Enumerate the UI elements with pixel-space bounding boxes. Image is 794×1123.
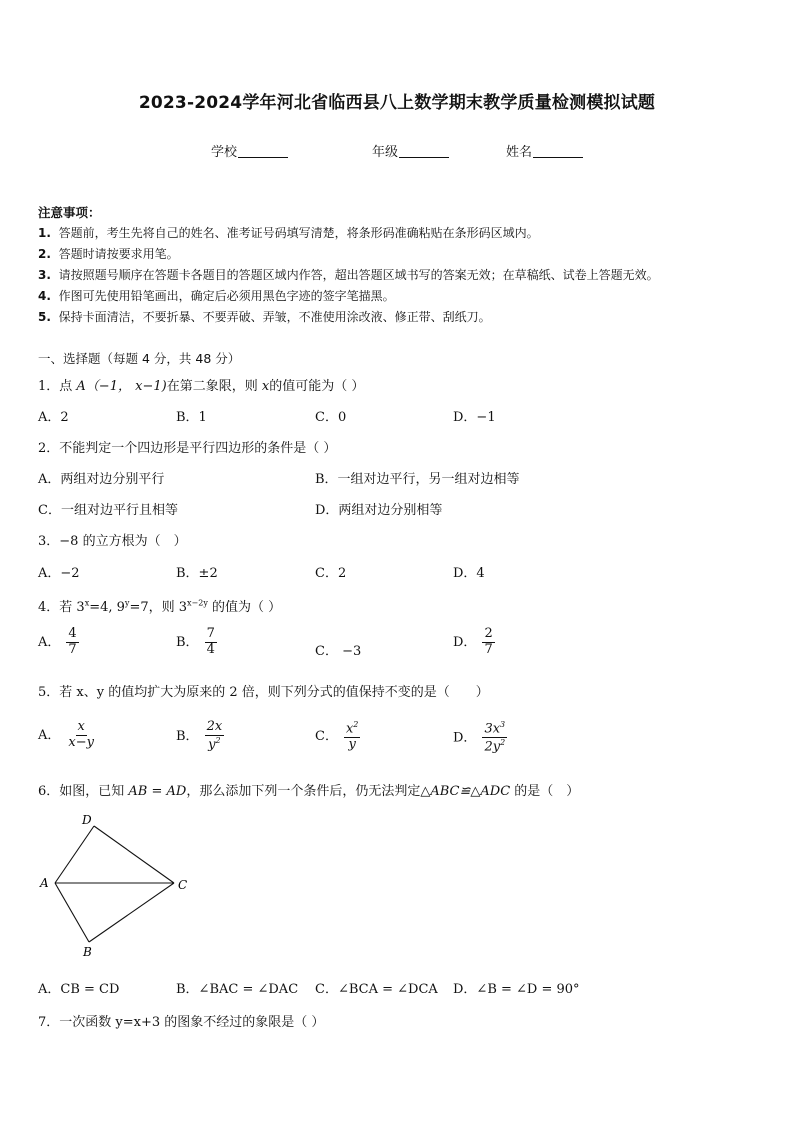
q4-text: =7，则 3 bbox=[129, 600, 188, 615]
q1-option-d[interactable]: D．−1 bbox=[453, 410, 496, 425]
option-label: C． bbox=[315, 729, 338, 745]
q6-text: 6．如图，已知 bbox=[38, 784, 125, 799]
name-blank[interactable] bbox=[533, 144, 583, 158]
notes-heading: 注意事项： bbox=[38, 205, 101, 220]
q1-prefix: 1．点 bbox=[38, 379, 73, 394]
vertex-label-c: C bbox=[178, 878, 188, 892]
name-field bbox=[506, 141, 583, 160]
q4-exponent: x bbox=[84, 598, 90, 608]
segment-ab bbox=[55, 883, 89, 942]
q5-option-b[interactable] bbox=[176, 720, 224, 753]
q6-option-a[interactable]: A．CB = CD bbox=[38, 982, 120, 997]
quadrilateral-figure bbox=[34, 808, 204, 960]
q4-option-c[interactable] bbox=[315, 640, 361, 659]
q6-option-d[interactable]: D．∠B = ∠D = 90° bbox=[453, 982, 580, 997]
q5-option-d[interactable] bbox=[453, 720, 507, 756]
denominator: 4 bbox=[206, 641, 215, 657]
q3-option-a[interactable]: A．−2 bbox=[38, 566, 80, 581]
numerator: 7 bbox=[206, 626, 215, 641]
segment-bc bbox=[89, 883, 174, 942]
fraction bbox=[482, 627, 494, 658]
note-number: 3. bbox=[38, 268, 51, 282]
q4-text: =4, 9 bbox=[89, 600, 125, 615]
q5-option-c[interactable] bbox=[315, 720, 360, 753]
denominator: y bbox=[348, 737, 356, 753]
q4-exponent: x−2y bbox=[187, 598, 208, 608]
note-text: 作图可先使用铅笔画出，确定后必须用黑色字迹的签字笔描黑。 bbox=[58, 289, 395, 303]
question-4-stem bbox=[38, 596, 281, 615]
q3-option-b[interactable]: B．±2 bbox=[176, 566, 218, 581]
option-value: −3 bbox=[342, 644, 362, 659]
q1-option-c[interactable]: C．0 bbox=[315, 410, 347, 425]
q1-point: A（−1， x−1) bbox=[76, 379, 167, 394]
note-number: 5. bbox=[38, 310, 51, 324]
notes-section bbox=[38, 203, 778, 329]
numerator: 2 bbox=[484, 626, 493, 641]
question-7-stem: 7．一次函数 y=x+3 的图象不经过的象限是（ ） bbox=[38, 1015, 325, 1030]
question-5-stem: 5．若 x、y 的值均扩大为原来的 2 倍，则下列分式的值保持不变的是（ ） bbox=[38, 685, 489, 700]
q2-option-d[interactable]: D．两组对边分别相等 bbox=[315, 503, 443, 518]
q2-option-b[interactable]: B．一组对边平行，另一组对边相等 bbox=[315, 472, 520, 487]
q1-option-a[interactable]: A．2 bbox=[38, 410, 69, 425]
q6-option-b[interactable]: B．∠BAC = ∠DAC bbox=[176, 982, 299, 997]
denominator-exponent: 2 bbox=[500, 738, 506, 748]
numerator-base: x bbox=[345, 721, 354, 737]
numerator bbox=[344, 720, 360, 738]
fraction bbox=[66, 720, 96, 751]
grade-field bbox=[372, 141, 449, 160]
question-1-stem bbox=[38, 375, 364, 394]
option-label: C． bbox=[315, 644, 338, 659]
q6-congruence: △ABC≌△ADC bbox=[420, 784, 511, 799]
note-item bbox=[38, 266, 778, 287]
numerator bbox=[482, 720, 507, 738]
vertex-label-d: D bbox=[82, 813, 92, 827]
option-label: B． bbox=[176, 634, 199, 650]
q6-condition: AB = AD bbox=[128, 784, 187, 799]
segment-dc bbox=[94, 826, 174, 883]
denominator: x−y bbox=[68, 734, 94, 750]
denominator-exponent: 2 bbox=[215, 735, 221, 745]
q4-option-d[interactable] bbox=[453, 627, 495, 658]
fraction bbox=[205, 627, 217, 658]
school-field bbox=[211, 141, 288, 160]
q4-exponent: y bbox=[124, 598, 130, 608]
fraction bbox=[66, 627, 78, 658]
q4-text: 的值为（ ） bbox=[207, 600, 282, 615]
vertex-label-a: A bbox=[40, 876, 49, 890]
q2-option-a[interactable]: A．两组对边分别平行 bbox=[38, 472, 165, 487]
q4-option-a[interactable] bbox=[38, 627, 79, 658]
fraction bbox=[205, 720, 225, 753]
grade-label: 年级 bbox=[372, 145, 399, 160]
option-label: A． bbox=[38, 634, 61, 650]
q3-option-d[interactable]: D．4 bbox=[453, 566, 485, 581]
denominator-base: y bbox=[208, 737, 216, 753]
option-label: D． bbox=[453, 730, 477, 746]
numerator-exponent: 2 bbox=[353, 720, 359, 729]
numerator-base: 3x bbox=[484, 721, 501, 737]
grade-blank[interactable] bbox=[399, 144, 449, 158]
q1-end: 的值可能为（ ） bbox=[269, 379, 365, 394]
note-text: 答题时请按要求用笔。 bbox=[58, 247, 179, 261]
option-label: A． bbox=[38, 727, 61, 743]
denominator: 7 bbox=[68, 641, 77, 657]
option-label: D． bbox=[453, 634, 477, 650]
note-item bbox=[38, 245, 778, 266]
denominator bbox=[482, 738, 507, 755]
school-label: 学校 bbox=[211, 145, 238, 160]
note-number: 4. bbox=[38, 289, 51, 303]
q4-text: 4．若 3 bbox=[38, 600, 85, 615]
option-label: B． bbox=[176, 729, 199, 745]
denominator-base: 2y bbox=[484, 739, 501, 755]
numerator: 4 bbox=[68, 626, 77, 641]
denominator bbox=[206, 736, 222, 753]
q1-option-b[interactable]: B．1 bbox=[176, 410, 207, 425]
question-3-stem: 3．−8 的立方根为（ ） bbox=[38, 534, 187, 549]
q6-option-c[interactable]: C．∠BCA = ∠DCA bbox=[315, 982, 438, 997]
numerator: 2x bbox=[206, 719, 223, 734]
note-item bbox=[38, 308, 778, 329]
denominator: 7 bbox=[484, 641, 493, 657]
numerator: x bbox=[77, 719, 85, 734]
note-item bbox=[38, 287, 778, 308]
note-number: 2. bbox=[38, 247, 51, 261]
q1-variable: x bbox=[261, 379, 270, 394]
q2-option-c[interactable]: C．一组对边平行且相等 bbox=[38, 503, 178, 518]
q4-option-b[interactable] bbox=[176, 627, 217, 658]
page-title: 2023-2024学年河北省临西县八上数学期末教学质量检测模拟试题 bbox=[138, 93, 656, 113]
note-text: 保持卡面清洁，不要折暴、不要弄破、弄皱，不准使用涂改液、修正带、刮纸刀。 bbox=[58, 310, 491, 324]
note-number: 1. bbox=[38, 226, 51, 240]
q6-text: ，那么添加下列一个条件后，仍无法判定 bbox=[186, 784, 421, 799]
q1-suffix: 在第二象限，则 bbox=[166, 379, 258, 394]
section-heading: 一、选择题（每题 4 分，共 48 分） bbox=[38, 351, 241, 366]
q6-text: 的是（ ） bbox=[510, 784, 580, 799]
fraction bbox=[344, 720, 360, 753]
note-item bbox=[38, 224, 778, 245]
vertex-label-b: B bbox=[83, 945, 92, 959]
numerator-exponent: 3 bbox=[500, 720, 506, 729]
name-label: 姓名 bbox=[506, 145, 533, 160]
fraction bbox=[482, 720, 507, 756]
question-2-stem: 2．不能判定一个四边形是平行四边形的条件是（ ） bbox=[38, 441, 337, 456]
school-blank[interactable] bbox=[238, 144, 288, 158]
question-6-stem bbox=[38, 780, 579, 799]
q3-option-c[interactable]: C．2 bbox=[315, 566, 347, 581]
note-text: 请按照题号顺序在答题卡各题目的答题区域内作答，超出答题区域书写的答案无效；在草稿纸、试卷上答题无效。 bbox=[58, 268, 659, 282]
note-text: 答题前，考生先将自己的姓名、准考证号码填写清楚，将条形码准确粘贴在条形码区域内。 bbox=[58, 226, 539, 240]
segment-ad bbox=[55, 826, 94, 883]
q5-option-a[interactable] bbox=[38, 720, 96, 751]
